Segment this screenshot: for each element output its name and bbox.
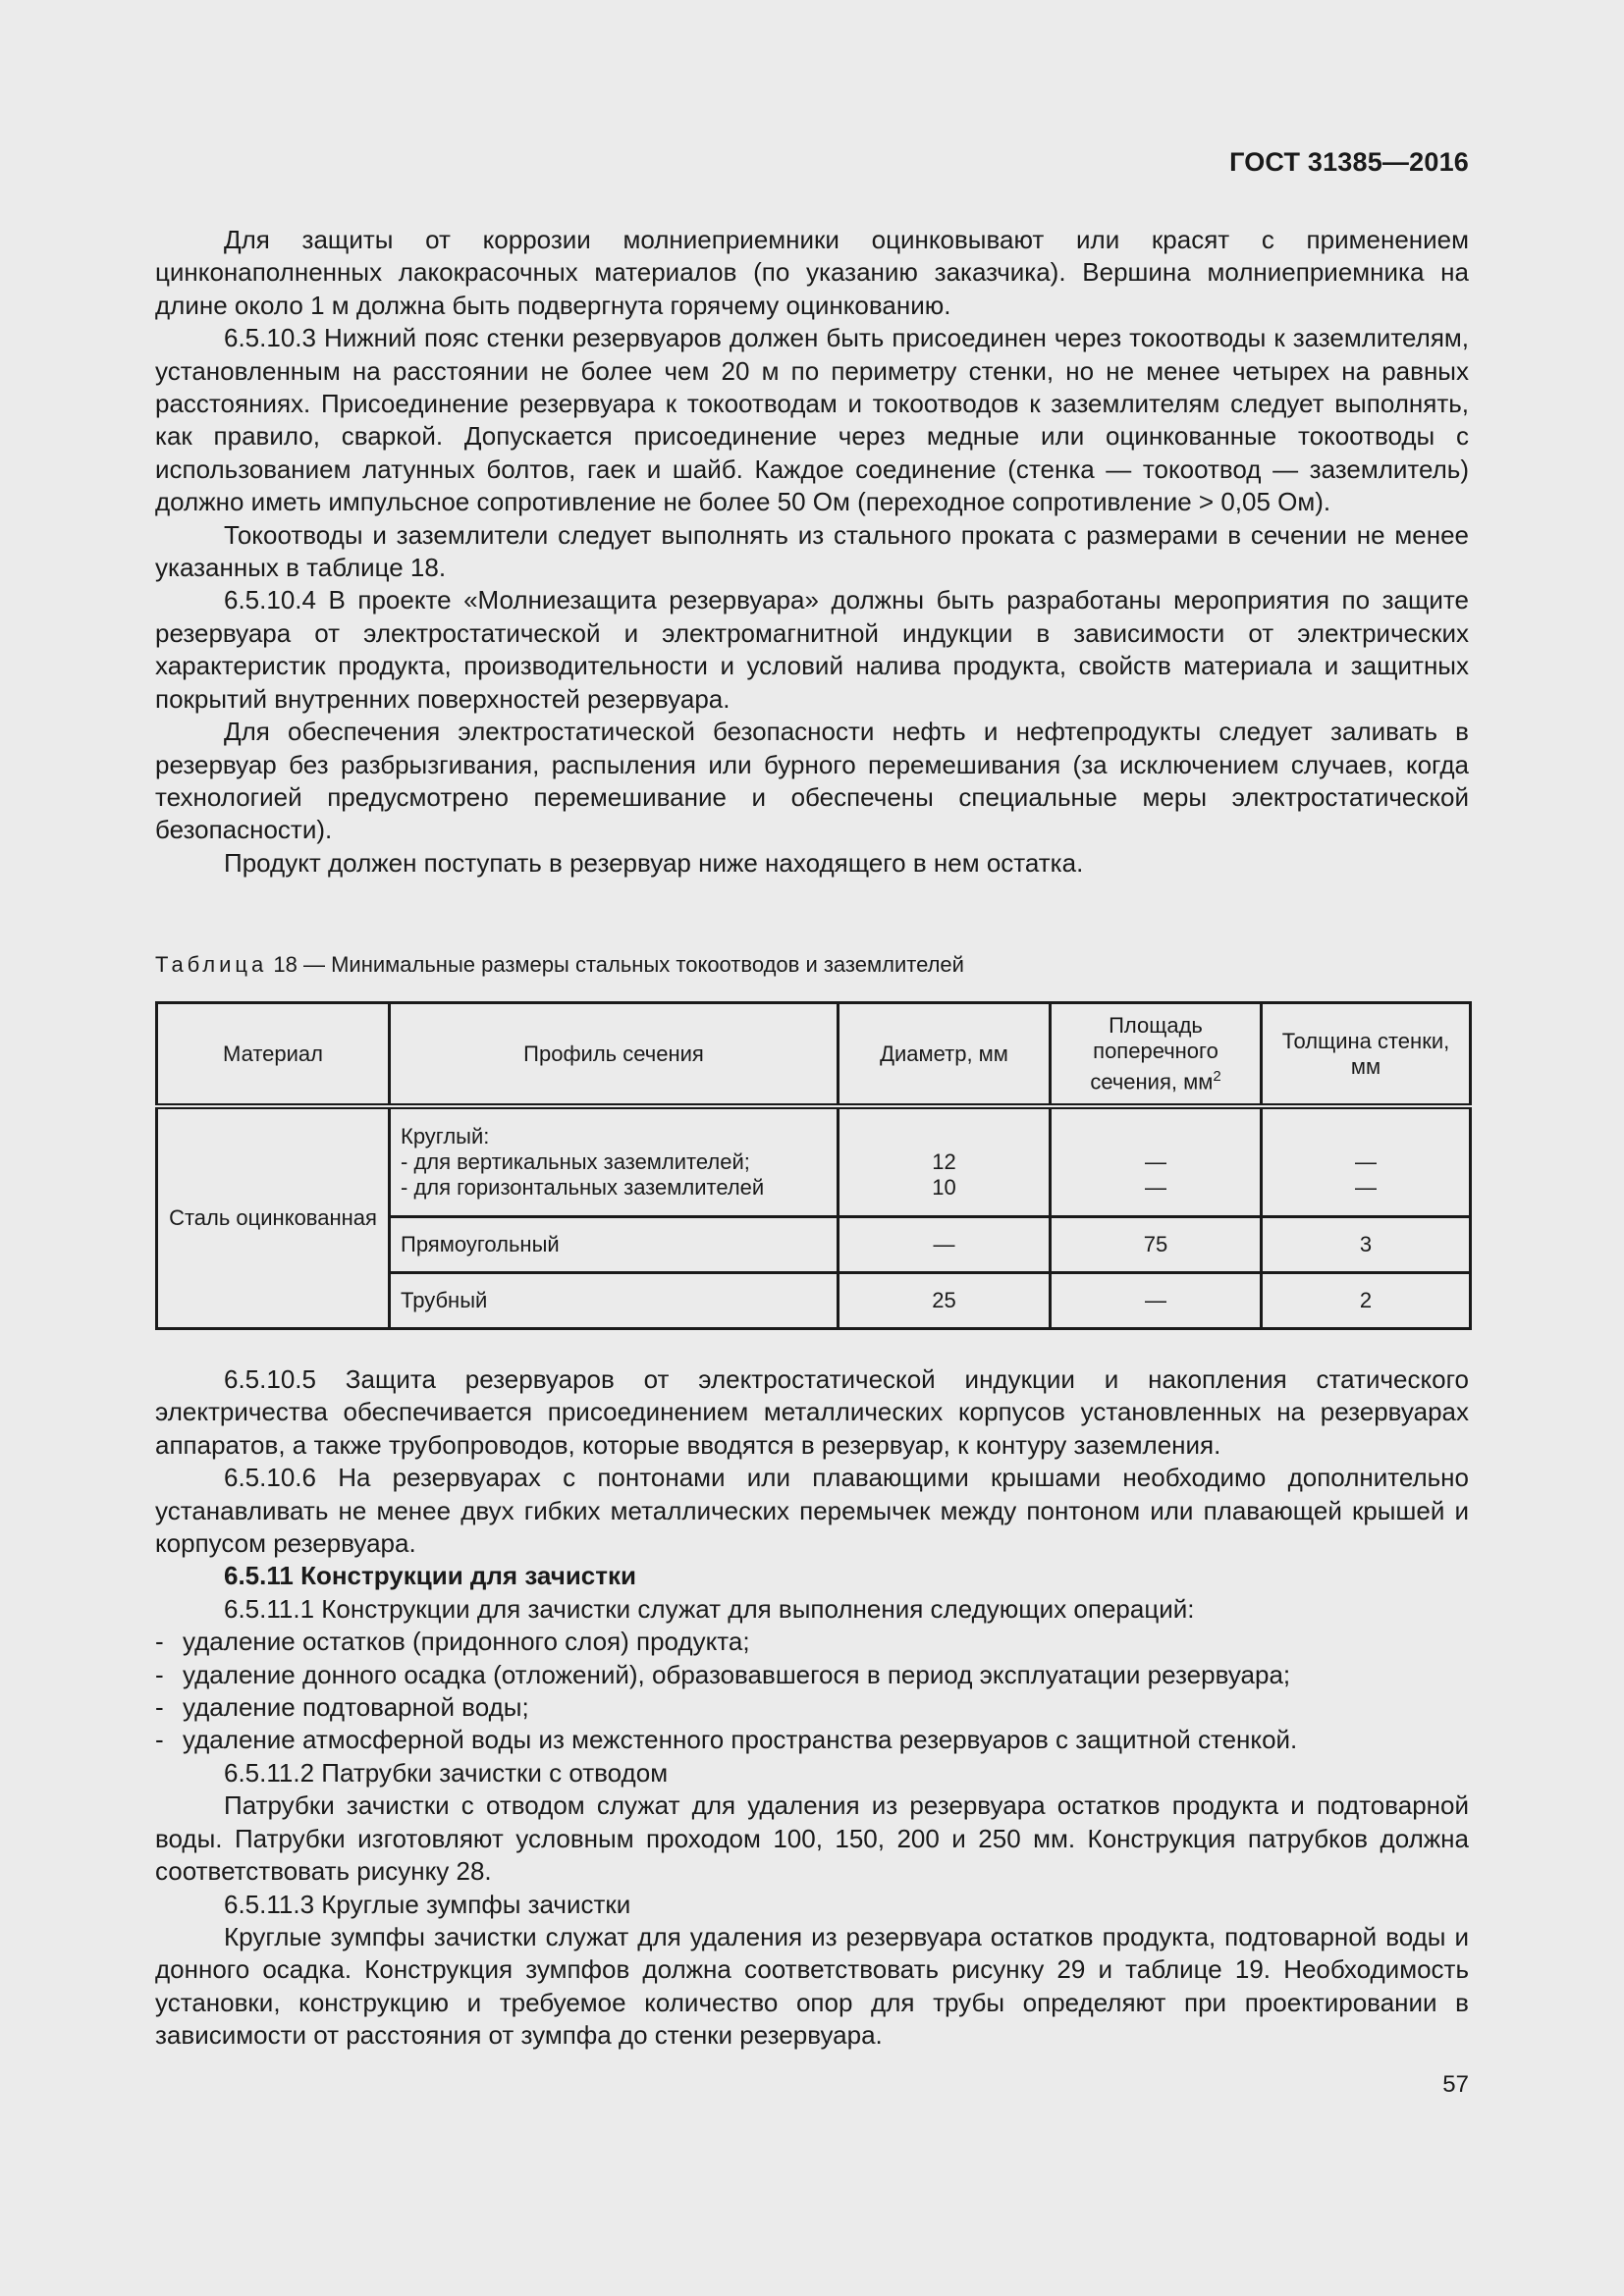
paragraph: 6.5.10.4 В проекте «Молниезащита резервуара» должны быть разработаны мероприятия по защите резервуара от электростатической и электромагнитной индукции в зависимости от электрических характеристик продукта, производительности и условий налива продукта, свойств материала и защитных покрытий внутренних поверхностей резервуара. bbox=[155, 585, 1469, 714]
paragraph: Для обеспечения электростатической безопасности нефть и нефтепродукты следует заливать в резервуар без разбрызгивания, распыления или бурного перемешивания (за исключением случаев, когда технологией предусмотрено перемешивание и обеспечены специальные меры электростатической безопасности). bbox=[155, 717, 1469, 845]
table-caption-label: Таблица bbox=[155, 952, 268, 977]
paragraph: 6.5.11.1 Конструкции для зачистки служат для выполнения следующих операций: bbox=[224, 1593, 1195, 1624]
list-item: - удаление донного осадка (отложений), образовавшегося в период эксплуатации резервуара; bbox=[155, 1659, 1469, 1691]
cell-diameter: — bbox=[839, 1217, 1051, 1273]
paragraph: Токоотводы и заземлители следует выполнять из стального проката с размерами в сечении не менее указанных в таблице 18. bbox=[155, 519, 1469, 583]
section-heading: 6.5.11 Конструкции для зачистки bbox=[224, 1561, 636, 1591]
cell-diameter: 12 10 bbox=[839, 1106, 1051, 1217]
list-item: - удаление остатков (придонного слоя) продукта; bbox=[155, 1626, 1469, 1658]
paragraph: 6.5.11.2 Патрубки зачистки с отводом bbox=[224, 1757, 669, 1788]
header-thickness: Толщина стенки, мм bbox=[1262, 1003, 1471, 1107]
text-block-top bbox=[155, 224, 1469, 880]
paragraph: 6.5.10.3 Нижний пояс стенки резервуаров должен быть присоединен через токоотводы к заземлителям, установленным на расстоянии не более чем 20 м по периметру стенки, но не менее четырех на равных расстояниях. Присоединение резервуара к токоотводам и токоотводов к заземлителям следует выполнять, как правило, сваркой. Допускается присоединение через медные или оцинкованные токоотводы с использованием латунных болтов, гаек и шайб. Каждое соединение (стенка — токоотвод — заземлитель) должно иметь импульсное сопротивление не более 50 Ом (переходное сопротивление > 0,05 Ом). bbox=[155, 323, 1469, 517]
header-diameter: Диаметр, мм bbox=[839, 1003, 1051, 1107]
cell-diameter: 25 bbox=[839, 1273, 1051, 1329]
header-area: Площадь поперечного сечения, $мм^2$ bbox=[1051, 1003, 1262, 1107]
list-item: - удаление атмосферной воды из межстенного пространства резервуаров с защитной стенкой. bbox=[155, 1724, 1469, 1756]
paragraph: 6.5.10.5 Защита резервуаров от электростатической индукции и накопления статического электричества обеспечивается присоединением металлических корпусов установленных на резервуарах аппаратов, а также трубопроводов, которые вводятся в резервуар, к контуру заземления. bbox=[155, 1364, 1469, 1460]
table-caption bbox=[155, 952, 964, 978]
page-number: 57 bbox=[1442, 2071, 1469, 2098]
cell-profile: Трубный bbox=[390, 1273, 839, 1329]
cell-profile: Прямоугольный bbox=[390, 1217, 839, 1273]
cell-profile: Круглый: - для вертикальных заземлителей; - для горизонтальных заземлителей bbox=[390, 1106, 839, 1217]
paragraph: 6.5.10.6 На резервуарах с понтонами или плавающими крышами необходимо дополнительно устанавливать не менее двух гибких металлических перемычек между понтоном или плавающей крышей и корпусом резервуара. bbox=[155, 1463, 1469, 1559]
paragraph: Для защиты от коррозии молниеприемники оцинковывают или красят с применением цинконаполненных лакокрасочных материалов (по указанию заказчика). Вершина молниеприемника на длине около 1 м должна быть подвергнута горячему оцинкованию. bbox=[155, 225, 1469, 320]
cell-area: — — bbox=[1051, 1106, 1262, 1217]
cell-thickness: 3 bbox=[1262, 1217, 1471, 1273]
header-profile: Профиль сечения bbox=[390, 1003, 839, 1107]
cell-thickness: — — bbox=[1262, 1106, 1471, 1217]
cell-area: 75 bbox=[1051, 1217, 1262, 1273]
table-header-row bbox=[157, 1003, 1471, 1107]
paragraph: 6.5.11.3 Круглые зумпфы зачистки bbox=[224, 1889, 631, 1919]
cell-thickness: 2 bbox=[1262, 1273, 1471, 1329]
table-18 bbox=[155, 1001, 1472, 1330]
table-row bbox=[157, 1106, 1471, 1217]
cell-material: Сталь оцинкованная bbox=[157, 1106, 390, 1329]
text-block-bottom bbox=[155, 1363, 1469, 2053]
paragraph: Круглые зумпфы зачистки служат для удаления из резервуара остатков продукта, подтоварной воды и донного осадка. Конструкция зумпфов должна соответствовать рисунку 29 и таблице 19. Необходимость установки, конструкцию и требуемое количество опор для трубы определяют при проектировании в зависимости от расстояния от зумпфа до стенки резервуара. bbox=[155, 1921, 1469, 2051]
list-item: - удаление подтоварной воды; bbox=[155, 1691, 1469, 1724]
paragraph: Продукт должен поступать в резервуар ниже находящего в нем остатка. bbox=[224, 847, 1084, 878]
standard-header: ГОСТ 31385—2016 bbox=[1229, 147, 1469, 177]
table-caption-text: 18 — Минимальные размеры стальных токоотводов и заземлителей bbox=[273, 952, 964, 977]
paragraph: Патрубки зачистки с отводом служат для удаления из резервуара остатков продукта и подтоварной воды. Патрубки изготовляют условным проходом 100, 150, 200 и 250 мм. Конструкция патрубков должна соответствовать рисунку 28. bbox=[155, 1790, 1469, 1887]
cell-area: — bbox=[1051, 1273, 1262, 1329]
header-material: Материал bbox=[157, 1003, 390, 1107]
